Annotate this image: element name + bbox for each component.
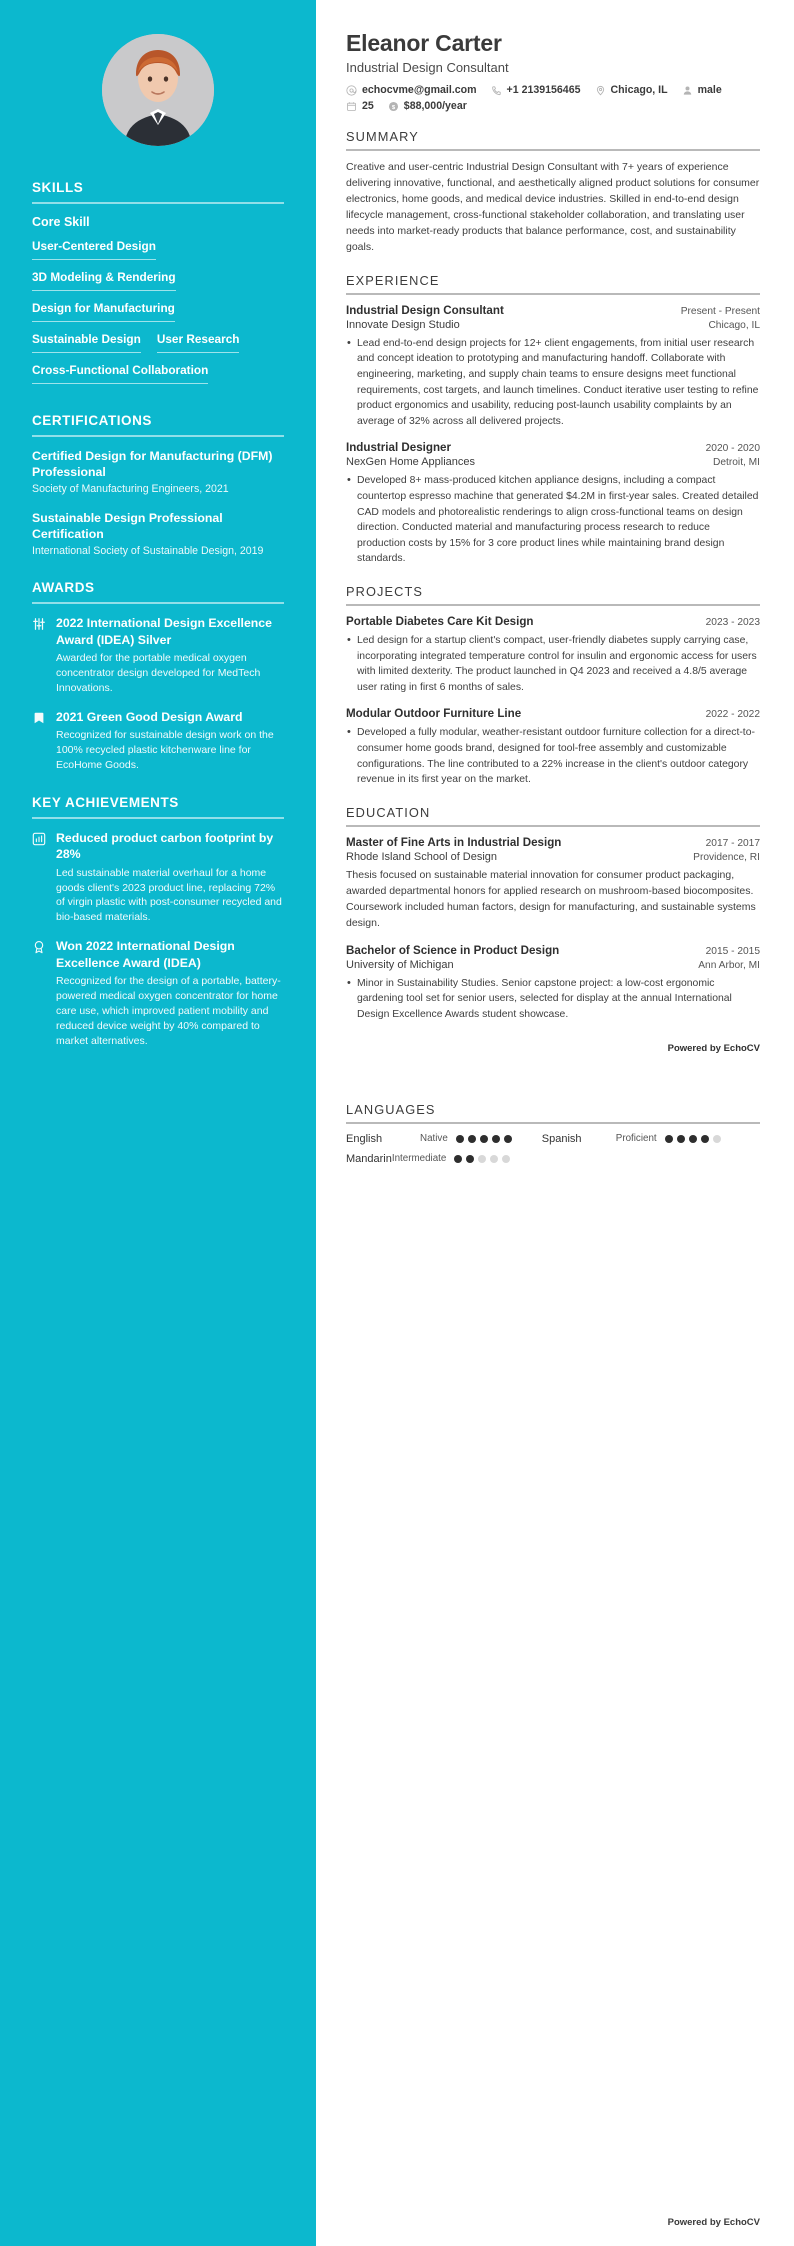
contact-info bbox=[346, 84, 760, 112]
summary-heading: SUMMARY bbox=[346, 129, 419, 144]
rating-dot bbox=[677, 1135, 685, 1143]
certifications-heading: CERTIFICATIONS bbox=[32, 413, 152, 428]
language-rating-dots bbox=[665, 1135, 721, 1143]
project-title: Portable Diabetes Care Kit Design bbox=[346, 615, 534, 629]
skills-divider bbox=[32, 202, 284, 204]
education-school: University of Michigan bbox=[346, 958, 454, 971]
project-entry bbox=[346, 707, 760, 787]
certification-issuer: Society of Manufacturing Engineers, 2021 bbox=[32, 483, 229, 496]
education-divider bbox=[346, 825, 760, 827]
language-rating-dots bbox=[456, 1135, 512, 1143]
certification-item bbox=[32, 510, 284, 559]
svg-text:$: $ bbox=[391, 104, 395, 111]
certification-title: Certified Design for Manufacturing (DFM) Professional bbox=[32, 449, 273, 480]
language-name: Mandarin bbox=[346, 1152, 392, 1165]
powered-by-mid bbox=[346, 1043, 760, 1054]
experience-divider bbox=[346, 293, 760, 295]
section-projects bbox=[346, 584, 760, 788]
experience-entry bbox=[346, 441, 760, 567]
powered-by-footer bbox=[668, 2217, 760, 2228]
education-degree: Bachelor of Science in Product Design bbox=[346, 943, 560, 957]
rating-dot bbox=[454, 1155, 462, 1163]
skill-chip: Cross-Functional Collaboration bbox=[32, 360, 208, 384]
award-item bbox=[32, 615, 284, 695]
education-entry-sub bbox=[346, 959, 760, 971]
person-icon bbox=[682, 85, 693, 96]
skill-group bbox=[32, 215, 284, 391]
experience-location: Detroit, MI bbox=[713, 457, 760, 469]
key-achievement-item bbox=[32, 830, 284, 925]
key-achievement-body bbox=[56, 938, 284, 1048]
education-date: 2015 - 2015 bbox=[705, 945, 760, 957]
certification-issuer: International Society of Sustainable Design, 2019 bbox=[32, 545, 264, 558]
location-pin-icon bbox=[595, 85, 606, 96]
rating-dot bbox=[478, 1155, 486, 1163]
summary-divider bbox=[346, 149, 760, 151]
education-entry-sub bbox=[346, 851, 760, 863]
certifications-divider bbox=[32, 435, 284, 437]
bar-chart-icon bbox=[32, 832, 47, 846]
contact-phone[interactable] bbox=[491, 84, 581, 96]
sidebar-section-skills bbox=[32, 180, 284, 391]
rating-dot bbox=[689, 1135, 697, 1143]
sidebar-section-certifications bbox=[32, 413, 284, 558]
contact-location-value: Chicago, IL bbox=[610, 84, 668, 96]
skill-chip: User Research bbox=[157, 329, 240, 353]
education-date: 2017 - 2017 bbox=[705, 837, 760, 849]
key-achievement-description: Recognized for the design of a portable, battery-powered medical oxygen concentrator for home care use, which improved patient mobility and reduced device weight by 40% compared to market alternatives. bbox=[56, 974, 281, 1047]
project-entry bbox=[346, 615, 760, 695]
projects-heading: PROJECTS bbox=[346, 584, 424, 600]
section-languages bbox=[346, 1102, 760, 1165]
language-item bbox=[542, 1133, 721, 1145]
experience-entry-top bbox=[346, 304, 760, 317]
rating-dot bbox=[466, 1155, 474, 1163]
skill-chip: Design for Manufacturing bbox=[32, 298, 175, 322]
certification-title: Sustainable Design Professional Certification bbox=[32, 510, 223, 541]
key-achievements-divider bbox=[32, 817, 284, 819]
contact-age bbox=[346, 100, 374, 112]
education-entry-top bbox=[346, 944, 760, 957]
language-item bbox=[346, 1133, 542, 1145]
sliders-icon bbox=[32, 617, 47, 631]
sidebar bbox=[0, 0, 316, 2246]
education-heading: EDUCATION bbox=[346, 804, 431, 820]
education-location: Ann Arbor, MI bbox=[698, 959, 760, 971]
key-achievement-title: Won 2022 International Design Excellence Award (IDEA) bbox=[56, 939, 235, 970]
language-rows bbox=[346, 1133, 760, 1165]
key-achievements-heading: KEY ACHIEVEMENTS bbox=[32, 794, 179, 810]
contact-row bbox=[346, 100, 760, 112]
experience-date: Present - Present bbox=[680, 305, 760, 317]
award-item bbox=[32, 709, 284, 773]
rating-dot bbox=[480, 1135, 488, 1143]
project-date: 2023 - 2023 bbox=[705, 617, 760, 629]
skill-chip: 3D Modeling & Rendering bbox=[32, 267, 176, 291]
award-medal-icon bbox=[32, 940, 47, 954]
contact-row bbox=[346, 84, 760, 96]
education-entry bbox=[346, 944, 760, 1023]
key-achievement-item bbox=[32, 938, 284, 1048]
sidebar-section-key-achievements bbox=[32, 795, 284, 1049]
rating-dot bbox=[713, 1135, 721, 1143]
project-entry-top bbox=[346, 707, 760, 720]
contact-age-value: 25 bbox=[362, 100, 374, 112]
skill-category-label: Core Skill bbox=[32, 215, 90, 229]
rating-dot bbox=[665, 1135, 673, 1143]
section-education bbox=[346, 805, 760, 1023]
experience-heading: EXPERIENCE bbox=[346, 272, 440, 288]
award-description: Awarded for the portable medical oxygen concentrator design developed for MedTech Innovations. bbox=[56, 652, 261, 694]
rating-dot bbox=[468, 1135, 476, 1143]
experience-entry-sub bbox=[346, 456, 760, 468]
experience-company: NexGen Home Appliances bbox=[346, 456, 476, 469]
phone-icon bbox=[491, 85, 502, 96]
contact-salary-value: $88,000/year bbox=[403, 100, 467, 112]
key-achievement-description: Led sustainable material overhaul for a home goods client's 2023 product line, replacing 72% of virgin plastic with post-consumer recycled and bio-based materials. bbox=[56, 866, 282, 924]
awards-heading: AWARDS bbox=[32, 580, 95, 596]
experience-title: Industrial Design Consultant bbox=[346, 303, 504, 317]
rating-dot bbox=[701, 1135, 709, 1143]
bullet: • Developed 8+ mass-produced kitchen appliance designs, including a compact countertop espresso machine that generated $4.2M in first-year sales. Created detailed CAD models and photorealistic renderings to align cross-functional teams on design direction. Conducted material and manufacturing process research to reduce production costs by 15% for 3 core product lines while maintaining brand design standards. bbox=[346, 473, 760, 567]
project-bullets bbox=[346, 725, 760, 787]
page-title: Eleanor Carter bbox=[346, 30, 502, 56]
main-content bbox=[316, 0, 794, 2246]
language-row bbox=[346, 1153, 760, 1165]
award-body bbox=[56, 615, 284, 695]
experience-location: Chicago, IL bbox=[708, 319, 760, 331]
project-title: Modular Outdoor Furniture Line bbox=[346, 707, 522, 721]
language-name: Spanish bbox=[541, 1132, 582, 1145]
education-degree: Master of Fine Arts in Industrial Design bbox=[346, 835, 562, 849]
award-title: 2022 International Design Excellence Award (IDEA) Silver bbox=[56, 616, 272, 647]
contact-gender-value: male bbox=[697, 84, 722, 96]
awards-divider bbox=[32, 602, 284, 604]
skill-chip: Sustainable Design bbox=[32, 329, 141, 353]
language-item bbox=[346, 1153, 540, 1165]
language-level: Native bbox=[420, 1133, 448, 1145]
sidebar-section-awards bbox=[32, 580, 284, 772]
certification-item bbox=[32, 448, 284, 497]
experience-entry-top bbox=[346, 441, 760, 454]
award-body bbox=[56, 709, 284, 773]
powered-by-footer-text: Powered by EchoCV bbox=[667, 2217, 760, 2228]
contact-gender bbox=[682, 84, 722, 96]
education-note: Thesis focused on sustainable material innovation for consumer product packaging, awarded departmental honors for applied research on mushroom-based biocomposites. Coursework included human factors, design for manufacturing, and sustainable systems design. bbox=[346, 868, 756, 929]
powered-by-mid-text: Powered by EchoCV bbox=[667, 1042, 760, 1054]
rating-dot bbox=[504, 1135, 512, 1143]
education-school: Rhode Island School of Design bbox=[346, 850, 498, 863]
contact-email[interactable] bbox=[346, 84, 477, 96]
experience-entry-sub bbox=[346, 319, 760, 331]
contact-salary bbox=[388, 100, 467, 112]
skill-chip: User-Centered Design bbox=[32, 236, 156, 260]
skill-chip-list bbox=[32, 236, 284, 391]
language-level: Proficient bbox=[615, 1133, 657, 1145]
rating-dot bbox=[502, 1155, 510, 1163]
bookmark-icon bbox=[32, 711, 47, 725]
calendar-icon bbox=[346, 101, 357, 112]
experience-title: Industrial Designer bbox=[346, 441, 452, 455]
bullet: • Developed a fully modular, weather-resistant outdoor furniture collection for a direct-to-consumer home goods brand, designed for tool-free assembly and customizable configurations. The line contributed to a 22% increase in the client's outdoor category revenue in its first year on the market. bbox=[346, 725, 760, 787]
language-level: Intermediate bbox=[391, 1153, 447, 1165]
key-achievement-body bbox=[56, 830, 284, 925]
project-bullets bbox=[346, 633, 760, 695]
language-rating-dots bbox=[454, 1155, 510, 1163]
languages-divider bbox=[346, 1122, 760, 1124]
languages-heading: LANGUAGES bbox=[346, 1101, 436, 1117]
section-experience bbox=[346, 273, 760, 567]
rating-dot bbox=[490, 1155, 498, 1163]
experience-bullets bbox=[346, 473, 760, 567]
avatar bbox=[102, 34, 214, 146]
bullet: • Lead end-to-end design projects for 12+ client engagements, from initial user research and concept ideation to prototyping and manufacturing handoff. Collaborate with engineering, marketing, and supply chain teams to ensure designs meet functional requirements, cost targets, and launch timelines. Conduct iterative user testing to refine product ergonomics and usability, reducing post-launch usability complaints by an average of 32% across all delivered projects. bbox=[346, 336, 760, 430]
experience-company: Innovate Design Studio bbox=[346, 318, 460, 331]
contact-email-value: echocvme@gmail.com bbox=[362, 84, 477, 96]
project-entry-top bbox=[346, 615, 760, 628]
education-entry bbox=[346, 836, 760, 932]
award-title: 2021 Green Good Design Award bbox=[56, 709, 243, 724]
education-bullets bbox=[346, 976, 760, 1023]
avatar-wrap bbox=[32, 34, 284, 146]
language-row bbox=[346, 1133, 760, 1145]
rating-dot bbox=[456, 1135, 464, 1143]
money-icon bbox=[388, 101, 399, 112]
bullet: • Led design for a startup client's compact, user-friendly diabetes supply carrying case, incorporating integrated temperature control for insulin and ergonomic access for users with limited dexterity. The product launched in Q4 2023 and received a 4.8/5 average user rating in first 6 months of sales. bbox=[346, 633, 760, 695]
language-name: English bbox=[346, 1132, 383, 1145]
contact-location bbox=[595, 84, 668, 96]
section-summary bbox=[346, 129, 760, 256]
education-location: Providence, RI bbox=[693, 851, 760, 863]
contact-phone-value: +1 2139156465 bbox=[506, 84, 581, 96]
skills-heading: SKILLS bbox=[32, 180, 84, 195]
projects-divider bbox=[346, 604, 760, 606]
resume-header bbox=[346, 30, 760, 112]
experience-date: 2020 - 2020 bbox=[705, 443, 760, 455]
award-description: Recognized for sustainable design work on the 100% recycled plastic kitchenware line for EcoHome Goods. bbox=[56, 729, 274, 772]
email-icon bbox=[346, 85, 357, 96]
key-achievement-title: Reduced product carbon footprint by 28% bbox=[56, 830, 274, 862]
education-entry-top bbox=[346, 836, 760, 849]
project-date: 2022 - 2022 bbox=[705, 709, 760, 721]
experience-entry bbox=[346, 304, 760, 430]
job-role: Industrial Design Consultant bbox=[346, 60, 509, 75]
rating-dot bbox=[492, 1135, 500, 1143]
bullet: • Minor in Sustainability Studies. Senior capstone project: a low-cost ergonomic gardening tool set for senior users, selected for display at the annual International Design Excellence Awards student showcase. bbox=[346, 976, 760, 1023]
experience-bullets bbox=[346, 336, 760, 430]
summary-text: Creative and user-centric Industrial Design Consultant with 7+ years of experience delivering innovative, functional, and aesthetically aligned product solutions for consumer electronics, home goods, and medical device industries. Skilled in end-to-end design lifecycle management, cross-functional stakeholder collaboration, and translating user needs into market-ready products that balance performance, cost, and sustainability goals. bbox=[346, 161, 760, 253]
